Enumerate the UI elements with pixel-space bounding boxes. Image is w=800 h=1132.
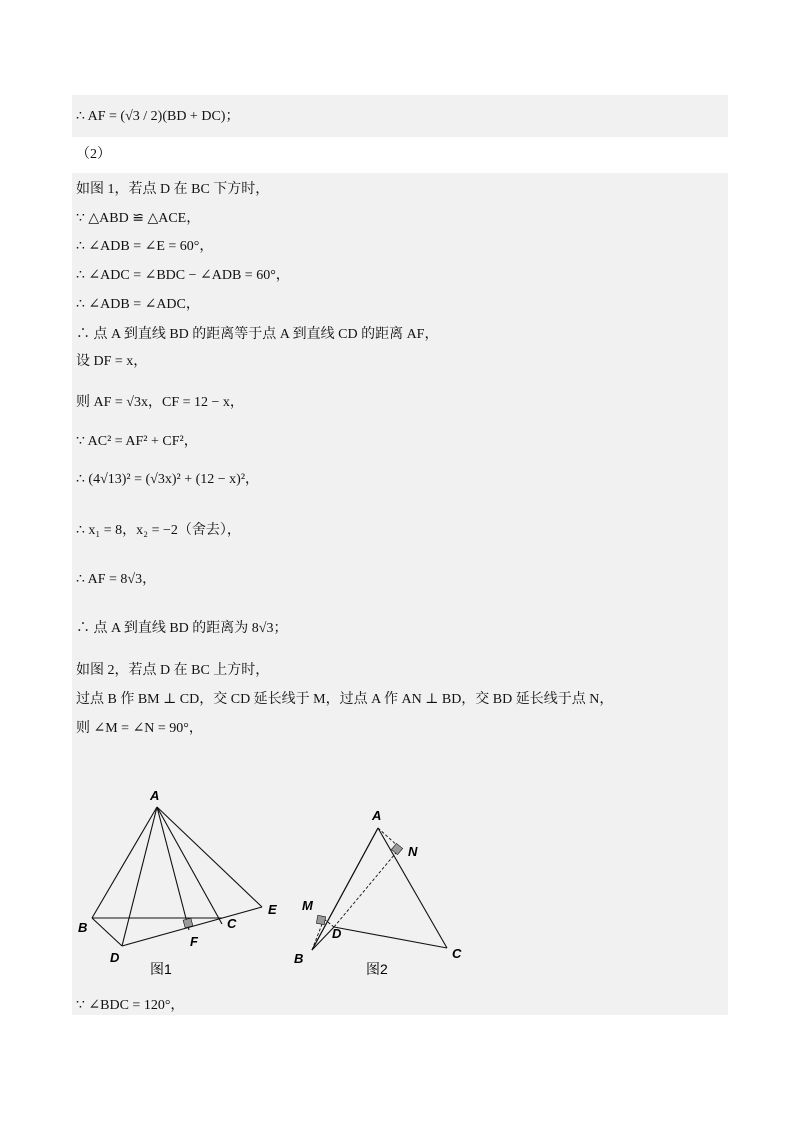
line-angle-adc: ∴ ∠ADC = ∠BDC − ∠ADB = 60°，: [76, 268, 290, 283]
line-let-df: 设 DF = x，: [76, 354, 148, 369]
right-angle-mark-f: [183, 918, 193, 928]
line-af-formula: ∴ AF = (√3 / 2)(BD + DC)；: [76, 109, 240, 124]
fig1-label-d: D: [110, 950, 120, 965]
fig2-label-m: M: [302, 898, 313, 913]
line-congruent: ∵ △ABD ≌ △ACE，: [76, 211, 201, 226]
right-angle-mark-n: [391, 843, 402, 854]
fig1-label-e: E: [268, 902, 277, 917]
fig2-label-n: N: [408, 844, 418, 859]
fig2-label-a: A: [372, 808, 382, 823]
line-equation: ∴ (4√13)² = (√3x)² + (12 − x)²，: [76, 472, 260, 487]
fig2-caption: 图2: [366, 961, 388, 977]
fig1-label-f: F: [190, 934, 198, 949]
line-solutions: ∴ x₁ = 8，x₂ = −2（舍去），: [76, 523, 241, 538]
fig1-label-a: A: [150, 788, 160, 803]
fig1-label-c: C: [227, 916, 237, 931]
line-angles-equal: ∴ ∠ADB = ∠ADC，: [76, 297, 200, 312]
fig1-label-b: B: [78, 920, 88, 935]
fig2-label-d: D: [332, 926, 342, 941]
fig2-label-c: C: [452, 946, 462, 961]
figure-2: [292, 800, 482, 980]
line-af-value: ∴ AF = 8√3，: [76, 572, 157, 587]
case-1-intro: 如图 1，若点 D 在 BC 下方时，: [76, 182, 270, 197]
line-angle-bdc: ∵ ∠BDC = 120°，: [76, 998, 185, 1013]
line-right-angles: 则 ∠M = ∠N = 90°，: [76, 721, 203, 736]
part-2-label: （2）: [76, 147, 111, 162]
line-pythagoras: ∵ AC² = AF² + CF²，: [76, 434, 198, 449]
line-construction: 过点 B 作 BM ⊥ CD，交 CD 延长线于 M，过点 A 作 AN ⊥ BD，交 BD 延长线于点 N，: [76, 692, 614, 707]
fig1-caption: 图1: [150, 961, 172, 977]
line-distance-equal: ∴ 点 A 到直线 BD 的距离等于点 A 到直线 CD 的距离 AF，: [76, 327, 439, 342]
figure-1: [72, 780, 312, 980]
line-angle-adb: ∴ ∠ADB = ∠E = 60°，: [76, 239, 214, 254]
right-angle-mark-m: [316, 915, 325, 924]
line-af-cf: 则 AF = √3x，CF = 12 − x，: [76, 395, 244, 410]
fig2-label-b: B: [294, 951, 304, 966]
case-2-intro: 如图 2，若点 D 在 BC 上方时，: [76, 663, 270, 678]
line-distance-result: ∴ 点 A 到直线 BD 的距离为 8√3；: [76, 621, 288, 636]
